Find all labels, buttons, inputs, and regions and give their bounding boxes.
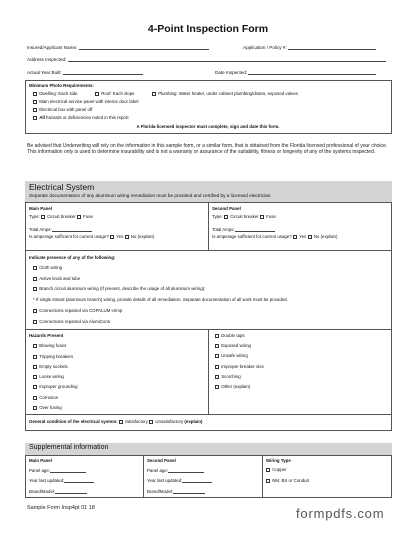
licensed-inspector-note: A Florida-licensed inspector must complete, sign and date this form.	[136, 124, 280, 129]
supp-main-panel-age[interactable]	[29, 467, 86, 473]
second-year-updated-line[interactable]	[182, 477, 212, 483]
supp-main-panel-heading: Main Panel	[29, 458, 52, 463]
copper-checkbox[interactable]	[266, 468, 270, 472]
electrical-heading: Electrical System	[29, 182, 95, 192]
divider	[25, 414, 392, 415]
hazards-photo-label: hazards or deficiencies noted in this report	[46, 115, 129, 120]
main-breaker-checkbox[interactable]	[41, 215, 45, 219]
supp-second-year-updated[interactable]	[147, 477, 212, 483]
photo-item-main-panel[interactable]	[33, 99, 139, 104]
main-fuse-checkbox[interactable]	[77, 215, 81, 219]
type-label: Type:	[29, 214, 40, 219]
hazard-item[interactable]	[33, 374, 64, 379]
hazard-checkbox[interactable]	[33, 406, 37, 410]
supp-second-panel-age[interactable]	[147, 467, 204, 473]
divider	[208, 202, 209, 250]
year-built-field[interactable]	[27, 69, 143, 75]
year-built-line[interactable]	[63, 69, 143, 75]
second-amperage-question	[212, 234, 337, 239]
wiring-nm[interactable]	[266, 478, 309, 483]
electrical-subheading: Separate documentation of any aluminum wiring remediation must be provided and certified by a licensed electrician.	[29, 193, 272, 198]
main-amperage-question	[29, 234, 154, 239]
dwelling-checkbox[interactable]	[33, 92, 37, 96]
wiring-type-heading: Wiring Type	[266, 458, 291, 463]
alumiconn-checkbox[interactable]	[33, 320, 37, 324]
cloth-wiring-checkbox[interactable]	[33, 266, 37, 270]
date-line[interactable]	[248, 69, 376, 75]
divider	[25, 250, 392, 251]
general-condition-row	[29, 419, 202, 424]
hazard-checkbox[interactable]	[215, 365, 219, 369]
hazard-checkbox[interactable]	[33, 355, 37, 359]
hazards-photo-checkbox[interactable]	[33, 116, 37, 120]
divider	[208, 329, 209, 414]
indicate-heading: Indicate presence of any of the following:	[29, 255, 116, 260]
hazard-label: Empty sockets	[39, 364, 68, 369]
supp-main-year-updated[interactable]	[29, 477, 94, 483]
indicate-item-copalum[interactable]	[33, 308, 122, 313]
unsatisfactory-checkbox[interactable]	[149, 420, 153, 424]
hazard-label: Other (explain)	[221, 384, 251, 389]
aluminum-wiring-checkbox[interactable]	[33, 287, 37, 291]
hazard-label: Double taps	[221, 333, 245, 338]
hazard-item[interactable]	[33, 405, 62, 410]
main-panel-heading: Main Panel	[29, 206, 52, 211]
hazard-checkbox[interactable]	[215, 344, 219, 348]
second-panel-type	[212, 214, 276, 219]
insured-field[interactable]	[27, 44, 209, 50]
address-field[interactable]	[27, 56, 386, 62]
brand-model-label: Brand/Model:	[147, 489, 174, 494]
divider	[262, 455, 263, 498]
divider	[143, 455, 144, 498]
hazard-checkbox[interactable]	[33, 385, 37, 389]
main-amps-line[interactable]	[52, 226, 92, 232]
hazard-item[interactable]	[215, 364, 264, 369]
hazard-label: Unsafe wiring	[221, 353, 248, 358]
hazard-checkbox[interactable]	[33, 396, 37, 400]
knob-tube-label: Active knob and tube	[39, 276, 81, 281]
hazard-label: Improper grounding	[39, 384, 78, 389]
hazard-label: Loose wiring	[39, 374, 64, 379]
cloth-wiring-label: Cloth wiring	[39, 265, 63, 270]
hazard-checkbox[interactable]	[33, 344, 37, 348]
hazard-item[interactable]	[215, 353, 248, 358]
no-explain-label: No (explain)	[130, 234, 155, 239]
supp-main-brand-model[interactable]	[29, 488, 87, 494]
hazard-label: Tripping breakers	[39, 354, 74, 359]
insured-label: Insured/Applicant Name:	[27, 45, 78, 50]
main-panel-type	[29, 214, 93, 219]
second-amps-line[interactable]	[235, 226, 275, 232]
supp-second-panel-heading: Second Panel	[147, 458, 176, 463]
main-total-amps[interactable]	[29, 226, 92, 232]
unsatisfactory-label: Unsatisfactory	[155, 419, 184, 424]
strand-note: * If single strand (aluminum branch) wiring, provide details of all remediation. Separate documentation of all work must be provided.	[33, 297, 288, 302]
fuse-label: Fuse	[83, 214, 93, 219]
hazard-checkbox[interactable]	[215, 354, 219, 358]
address-line[interactable]	[68, 56, 386, 62]
date-field[interactable]	[215, 69, 376, 75]
photo-item-plumbing[interactable]	[152, 91, 298, 96]
form-footer: Sample Form Insp4pt 01 18	[27, 505, 95, 511]
photo-heading: Minimum Photo Requirements:	[29, 83, 94, 88]
nm-bx-conduit-label: NM, BX or Conduit	[272, 478, 309, 483]
copalum-label: Connections repaired via COPALUM crimp	[39, 308, 123, 313]
main-panel-photo-checkbox[interactable]	[33, 100, 37, 104]
second-breaker-checkbox[interactable]	[224, 215, 228, 219]
hazard-label: Over fusing	[39, 405, 62, 410]
page-title: 4-Point Inspection Form	[147, 23, 269, 35]
second-no-checkbox[interactable]	[308, 235, 312, 239]
supplemental-heading: Supplemental information	[29, 444, 109, 451]
hazard-item[interactable]	[33, 395, 58, 400]
second-total-amps[interactable]	[212, 226, 275, 232]
electrical-box-label: Electrical box with panel off	[39, 107, 93, 112]
hazard-item[interactable]	[33, 364, 68, 369]
hazard-item[interactable]	[215, 384, 250, 389]
hazard-label: Scorching	[221, 374, 241, 379]
fuse-label: Fuse	[266, 214, 276, 219]
hazard-item[interactable]	[215, 333, 245, 338]
all-label: All	[39, 115, 45, 120]
no-explain-label: No (explain)	[313, 234, 338, 239]
supp-second-brand-model[interactable]	[147, 488, 205, 494]
photo-item-electrical-box[interactable]	[33, 107, 92, 112]
satisfactory-checkbox[interactable]	[119, 420, 123, 424]
main-yes-checkbox[interactable]	[110, 235, 114, 239]
hazard-checkbox[interactable]	[215, 334, 219, 338]
total-amps-label: Total Amps:	[212, 227, 235, 232]
address-label: Address Inspected:	[27, 57, 67, 62]
photo-item-roof[interactable]	[95, 91, 135, 96]
yes-label: Yes	[299, 234, 307, 239]
hazard-checkbox[interactable]	[215, 375, 219, 379]
main-no-checkbox[interactable]	[125, 235, 129, 239]
hazard-label: Improper breaker size	[221, 364, 264, 369]
divider	[25, 455, 392, 456]
hazard-item[interactable]	[215, 343, 251, 348]
alumiconn-label: Connections repaired via AlumiConn	[39, 319, 111, 324]
dwelling-label: Dwelling: Each side	[39, 91, 78, 96]
copalum-checkbox[interactable]	[33, 309, 37, 313]
indicate-item-alumiconn[interactable]	[33, 319, 110, 324]
panel-age-label: Panel age:	[147, 468, 168, 473]
hazard-checkbox[interactable]	[33, 375, 37, 379]
year-built-label: Actual Year Built:	[27, 70, 62, 75]
policy-label: Application / Policy #:	[243, 45, 287, 50]
hazard-item[interactable]	[33, 343, 66, 348]
roof-label: Roof: Each slope	[101, 91, 135, 96]
indicate-item-aluminum[interactable]	[33, 286, 205, 291]
second-yes-checkbox[interactable]	[293, 235, 297, 239]
watermark-logo: formpdfs.com	[296, 506, 385, 521]
main-brand-model-line[interactable]	[55, 488, 87, 494]
hazard-label: Corrosion	[39, 395, 59, 400]
underwriting-disclaimer: Be advised that Underwriting will rely on the information in this sample form, or a similar form, that is obtained from the Florida licensed professional of your choice. This information only is used to determine insurability and is not a warranty or assurance of the suitability, fitness or longevity of any of the systems inspected.	[27, 143, 388, 156]
amperage-question-label: Is amperage sufficient for current usage?	[212, 234, 292, 239]
hazard-checkbox[interactable]	[215, 385, 219, 389]
second-panel-age-line[interactable]	[168, 467, 204, 473]
photo-item-hazards[interactable]	[33, 115, 129, 120]
main-panel-age-line[interactable]	[50, 467, 86, 473]
roof-checkbox[interactable]	[95, 92, 99, 96]
brand-model-label: Brand/Model:	[29, 489, 56, 494]
hazard-item[interactable]	[33, 354, 73, 359]
main-panel-photo-label: Main electrical service panel with interior door label	[39, 99, 139, 104]
total-amps-label: Total Amps:	[29, 227, 52, 232]
plumbing-label: Plumbing: Water heater, under cabinet plumbing/drains, exposed valves	[158, 91, 298, 96]
copper-label: Copper	[272, 467, 287, 472]
hazard-item[interactable]	[215, 374, 241, 379]
hazards-heading: Hazards Present	[29, 333, 64, 338]
policy-line[interactable]	[288, 44, 376, 50]
main-year-updated-line[interactable]	[64, 477, 94, 483]
policy-field[interactable]	[243, 44, 376, 50]
knob-tube-checkbox[interactable]	[33, 277, 37, 281]
year-updated-label: Year last updated:	[147, 478, 183, 483]
circuit-breaker-label: Circuit breaker	[230, 214, 259, 219]
wiring-copper[interactable]	[266, 467, 287, 472]
indicate-item-knob[interactable]	[33, 276, 80, 281]
amperage-question-label: Is amperage sufficient for current usage?	[29, 234, 109, 239]
year-updated-label: Year last updated:	[29, 478, 65, 483]
hazard-label: Exposed wiring	[221, 343, 251, 348]
aluminum-wiring-label: Branch circuit aluminum wiring (If present, describe the usage of all aluminum wiring):	[39, 286, 206, 291]
hazard-checkbox[interactable]	[33, 365, 37, 369]
circuit-breaker-label: Circuit breaker	[47, 214, 76, 219]
hazard-label: Blowing fuses	[39, 343, 67, 348]
insured-line[interactable]	[79, 44, 209, 50]
indicate-item-cloth[interactable]	[33, 265, 62, 270]
general-condition-label: General condition of the electrical system:	[29, 419, 118, 424]
explain-label: (explain)	[184, 419, 203, 424]
second-panel-heading: Second Panel	[212, 206, 241, 211]
second-brand-model-line[interactable]	[173, 488, 205, 494]
hazard-item[interactable]	[33, 384, 78, 389]
electrical-box-checkbox[interactable]	[33, 108, 37, 112]
type-label: Type:	[212, 214, 223, 219]
yes-label: Yes	[116, 234, 124, 239]
date-label: Date Inspected:	[215, 70, 248, 75]
second-fuse-checkbox[interactable]	[260, 215, 264, 219]
photo-item-dwelling[interactable]	[33, 91, 78, 96]
satisfactory-label: Satisfactory	[125, 419, 148, 424]
panel-age-label: Panel age:	[29, 468, 50, 473]
nm-bx-conduit-checkbox[interactable]	[266, 479, 270, 483]
plumbing-checkbox[interactable]	[152, 92, 156, 96]
